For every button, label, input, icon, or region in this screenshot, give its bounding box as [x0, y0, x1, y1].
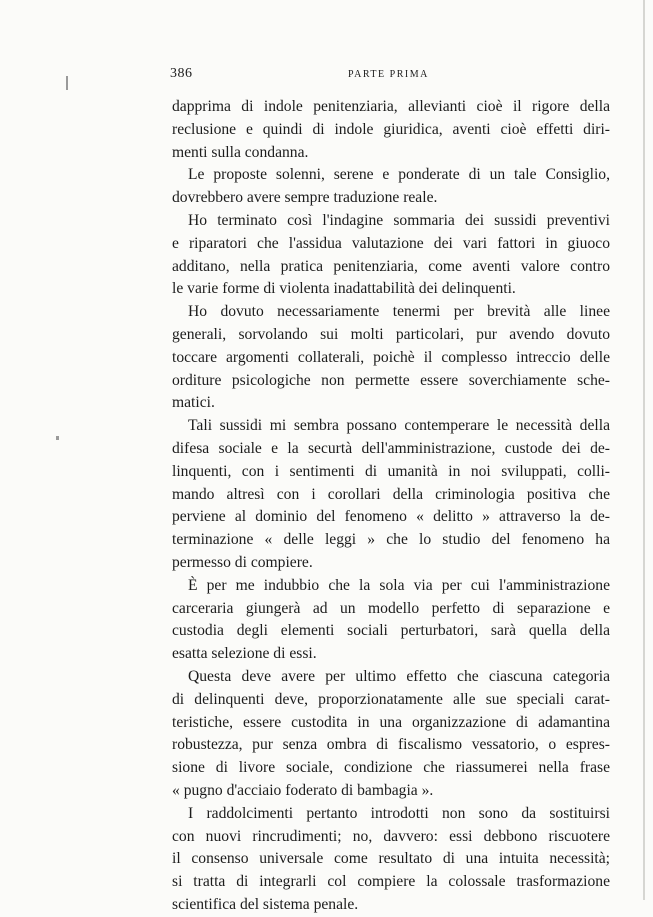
text-line: « pugno d'acciaio foderato di bambagia ».: [172, 781, 434, 799]
body-text: [172, 96, 610, 917]
text-line: reclusione e quindi di indole giuridica, aventi cioè effetti diri-: [172, 120, 610, 138]
text-line: additano, nella pratica penitenziaria, come aventi valore contro: [172, 257, 610, 275]
text-line: linquenti, con i sentimenti di umanità in noi sviluppati, colli-: [172, 462, 610, 480]
text-line: esatta selezione di essi.: [172, 645, 317, 663]
text-line: dapprima di indole penitenziaria, allevianti cioè il rigore della: [172, 98, 610, 115]
text-line: menti sulla condanna.: [172, 143, 309, 161]
text-line: custodia degli elementi sociali perturbatori, sarà quella della: [172, 622, 610, 640]
text-line: perviene al dominio del fenomeno « delitto » attraverso la de-: [172, 508, 610, 526]
text-line: permesso di compiere.: [172, 553, 313, 571]
text-line: carceraria giungerà ad un modello perfetto di separazione e: [172, 599, 610, 617]
text-line: dovrebbero avere sempre traduzione reale.: [172, 189, 438, 207]
text-line: Ho dovuto necessariamente tenermi per brevità alle linee: [188, 303, 610, 321]
text-line: È per me indubbio che la sola via per cui l'amministrazione: [188, 576, 610, 594]
text-line: Le proposte solenni, serene e ponderate di un tale Consiglio,: [188, 166, 610, 184]
text-line: e riparatori che l'assidua valutazione dei vari fattori in giuoco: [172, 234, 610, 252]
text-line: toccare argomenti collaterali, poichè il complesso intreccio delle: [172, 348, 610, 366]
text-line: il consenso universale come resultato di una intuita necessità;: [172, 850, 610, 868]
page-edge: [643, 0, 645, 900]
text-line: I raddolcimenti pertanto introdotti non sono da sostituirsi: [188, 804, 610, 822]
text-line: Tali sussidi mi sembra possano contemperare le necessità della: [188, 417, 610, 435]
text-line: Ho terminato così l'indagine sommaria dei sussidi preventivi: [188, 211, 610, 229]
text-line: orditure psicologiche non permette essere soverchiamente sche-: [172, 371, 610, 389]
text-line: Questa deve avere per ultimo effetto che ciascuna categoria: [188, 667, 610, 685]
text-line: scientifica del sistema penale.: [172, 895, 359, 913]
page-header: [170, 66, 610, 86]
text-line: terminazione « delle leggi » che lo studio del fenomeno ha: [172, 531, 610, 549]
text-line: di delinquenti deve, proporzionatamente alle sue speciali carat-: [172, 690, 610, 708]
text-line: teristiche, essere custodita in una organizzazione di adamantina: [172, 713, 610, 731]
text-line: matici.: [172, 394, 215, 412]
page-number: 386: [170, 66, 193, 81]
margin-speck: [56, 436, 59, 440]
text-line: le varie forme di violenta inadattabilità dei delinquenti.: [172, 280, 516, 298]
text-line: con nuovi rincrudimenti; no, davvero: essi debbono riscuotere: [172, 827, 610, 845]
text-line: si tratta di integrarli col compiere la colossale trasformazione: [172, 873, 610, 891]
margin-speck: [66, 76, 68, 90]
text-line: robustezza, pur senza ombra di fiscalismo vessatorio, o espres-: [172, 736, 610, 754]
text-line: mando altresì con i corollari della criminologia positiva che: [172, 485, 610, 503]
text-line: difesa sociale e la securtà dell'amministrazione, custode dei de-: [172, 439, 610, 457]
text-line: generali, sorvolando sui molti particolari, pur avendo dovuto: [172, 325, 610, 343]
text-line: sione di livore sociale, condizione che riassumerei nella frase: [172, 759, 610, 777]
running-head: PARTE PRIMA: [348, 69, 429, 80]
